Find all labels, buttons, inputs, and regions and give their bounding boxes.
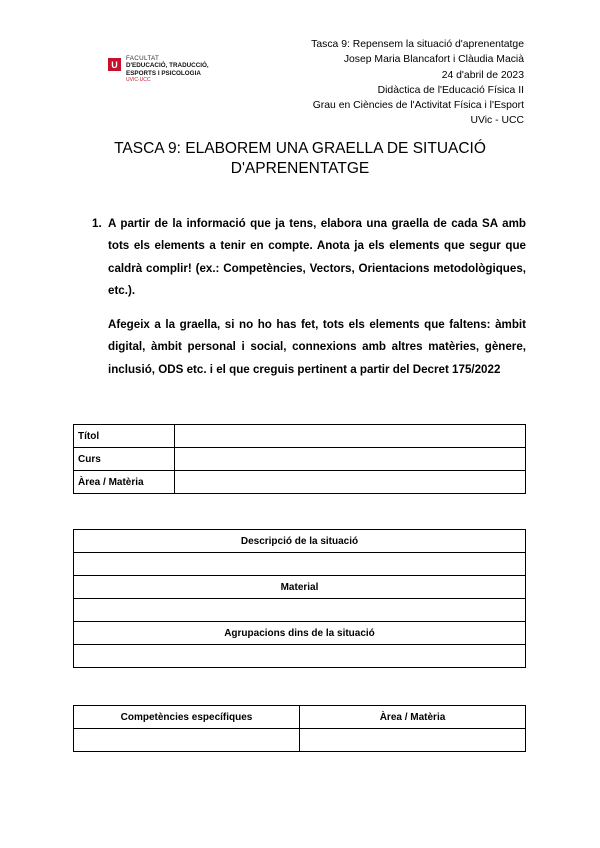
situation-table — [73, 529, 526, 668]
area-cell[interactable] — [175, 471, 526, 494]
table-row — [74, 448, 526, 471]
material-header: Material — [74, 576, 526, 599]
competencies-cell[interactable] — [74, 729, 300, 752]
material-cell[interactable] — [74, 599, 526, 622]
title-line-2: D'APRENENTATGE — [230, 160, 370, 177]
description-header: Descripció de la situació — [74, 530, 526, 553]
logo-line-3: ESPORTS I PSICOLOGIA — [126, 69, 201, 77]
header-info — [311, 37, 524, 129]
question-1 — [92, 213, 526, 393]
table-row — [74, 645, 526, 668]
area-label: Àrea / Matèria — [74, 471, 175, 494]
header-university: UVic - UCC — [470, 115, 524, 127]
table-row — [74, 706, 526, 729]
title-label: Títol — [74, 425, 175, 448]
logo-line-1: FACULTAT — [126, 55, 160, 62]
header-task: Tasca 9: Repensem la situació d'aprenentatge — [311, 39, 524, 50]
question-paragraph-2: Afegeix a la graella, si no ho has fet, tots els elements que faltens: àmbit digital, àmbit personal i social, connexions amb altres matèries, gènere, inclusió, ODS etc. i el que creguis pertinent a partir del Decret 175/2022 — [108, 318, 526, 376]
page-title — [0, 139, 600, 179]
header-authors: Josep Maria Blancafort i Clàudia Macià — [343, 54, 524, 66]
groupings-cell[interactable] — [74, 645, 526, 668]
question-number: 1. — [92, 217, 102, 230]
area-subject-header: Àrea / Matèria — [300, 706, 526, 729]
logo-text — [126, 55, 209, 84]
course-label: Curs — [74, 448, 175, 471]
header-date: 24 d'abril de 2023 — [441, 69, 524, 81]
description-cell[interactable] — [74, 553, 526, 576]
table-row — [74, 576, 526, 599]
info-table — [73, 424, 526, 494]
course-cell[interactable] — [175, 448, 526, 471]
question-text — [108, 213, 526, 381]
groupings-header: Agrupacions dins de la situació — [74, 622, 526, 645]
header-subject: Didàctica de l'Educació Física II — [377, 84, 524, 96]
table-row — [74, 729, 526, 752]
faculty-logo — [108, 55, 209, 84]
competencies-header: Competències específiques — [74, 706, 300, 729]
competencies-table — [73, 705, 526, 752]
uvic-logo-icon: U — [108, 58, 121, 71]
table-row — [74, 425, 526, 448]
table-row — [74, 599, 526, 622]
logo-line-4: UVIC·UCC — [126, 76, 151, 83]
table-row — [74, 471, 526, 494]
table-row — [74, 530, 526, 553]
logo-line-2: D'EDUCACIÓ, TRADUCCIÓ, — [126, 62, 209, 70]
table-row — [74, 553, 526, 576]
title-line-1: TASCA 9: ELABOREM UNA GRAELLA DE SITUACIÓ — [114, 140, 486, 157]
header-degree: Grau en Ciències de l'Activitat Física i l'Esport — [312, 100, 524, 112]
question-paragraph-1: A partir de la informació que ja tens, elabora una graella de cada SA amb tots els elements a tenir en compte. Anota ja els elements que segur que caldrà complir! (ex.: Competències, Vectors, Orientacions metodològiques, etc.). — [108, 217, 526, 297]
area-subject-cell[interactable] — [300, 729, 526, 752]
table-row — [74, 622, 526, 645]
title-cell[interactable] — [175, 425, 526, 448]
